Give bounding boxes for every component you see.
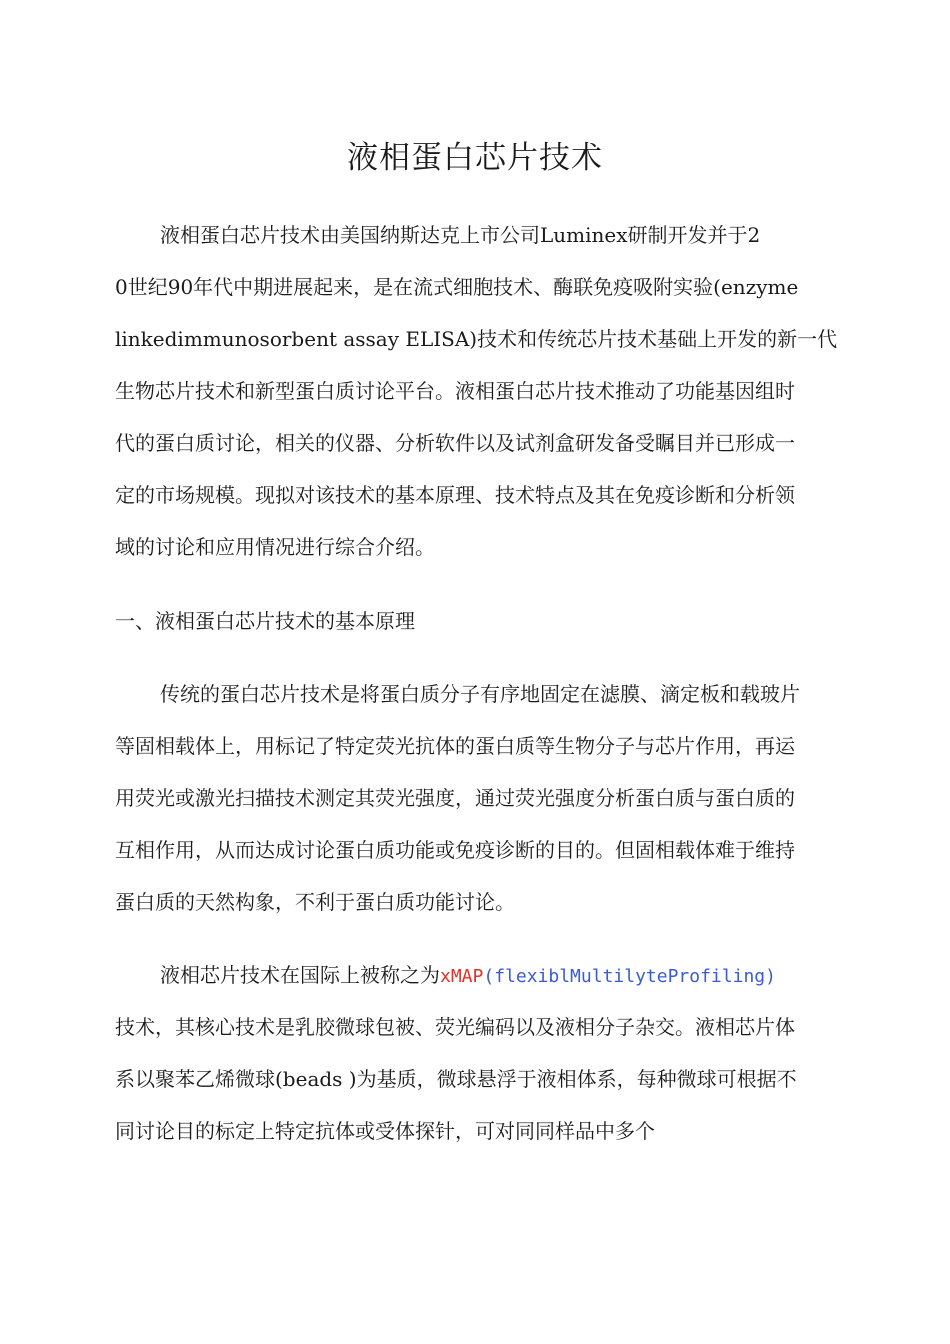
para2-line-1: 传统的蛋白芯片技术是将蛋白质分子有序地固定在滤膜、滴定板和载玻片 [160, 682, 800, 706]
section-heading: 一、液相蛋白芯片技术的基本原理 [115, 609, 415, 633]
intro-line-2: 0世纪90年代中期进展起来，是在流式细胞技术、酶联免疫吸附实验(enzyme [115, 275, 799, 299]
para2-line-3: 用荧光或激光扫描技术测定其荧光强度，通过荧光强度分析蛋白质与蛋白质的 [115, 786, 795, 810]
intro-line-3: linkedimmunosorbent assay ELISA)技术和传统芯片技术基础上开发的新一代 [115, 327, 838, 351]
para3-line-1 [160, 962, 776, 990]
para2-line-4: 互相作用，从而达成讨论蛋白质功能或免疫诊断的目的。但固相载体难于维持 [115, 838, 795, 862]
document-title: 液相蛋白芯片技术 [347, 140, 603, 176]
xmap-expansion: (flexiblMultilyteProfiling) [483, 966, 776, 987]
intro-line-7: 域的讨论和应用情况进行综合介绍。 [115, 535, 435, 559]
intro-line-6: 定的市场规模。现拟对该技术的基本原理、技术特点及其在免疫诊断和分析领 [115, 483, 795, 507]
para3-line-3: 系以聚苯乙烯微球(beads )为基质，微球悬浮于液相体系，每种微球可根据不 [115, 1067, 797, 1091]
para3-line-4: 同讨论目的标定上特定抗体或受体探针，可对同同样品中多个 [115, 1119, 655, 1143]
intro-line-1: 液相蛋白芯片技术由美国纳斯达克上市公司Luminex研制开发并于2 [160, 223, 761, 247]
para3-lead: 液相芯片技术在国际上被称之为 [160, 963, 440, 987]
para2-line-5: 蛋白质的天然构象，不利于蛋白质功能讨论。 [115, 890, 515, 914]
para3-line-2: 技术，其核心技术是乳胶微球包被、荧光编码以及液相分子杂交。液相芯片体 [115, 1015, 795, 1039]
xmap-term: xMAP [440, 966, 484, 987]
intro-line-4: 生物芯片技术和新型蛋白质讨论平台。液相蛋白芯片技术推动了功能基因组时 [115, 379, 795, 403]
intro-line-5: 代的蛋白质讨论，相关的仪器、分析软件以及试剂盒研发备受瞩目并已形成一 [115, 431, 795, 455]
para2-line-2: 等固相载体上，用标记了特定荧光抗体的蛋白质等生物分子与芯片作用，再运 [115, 734, 795, 758]
